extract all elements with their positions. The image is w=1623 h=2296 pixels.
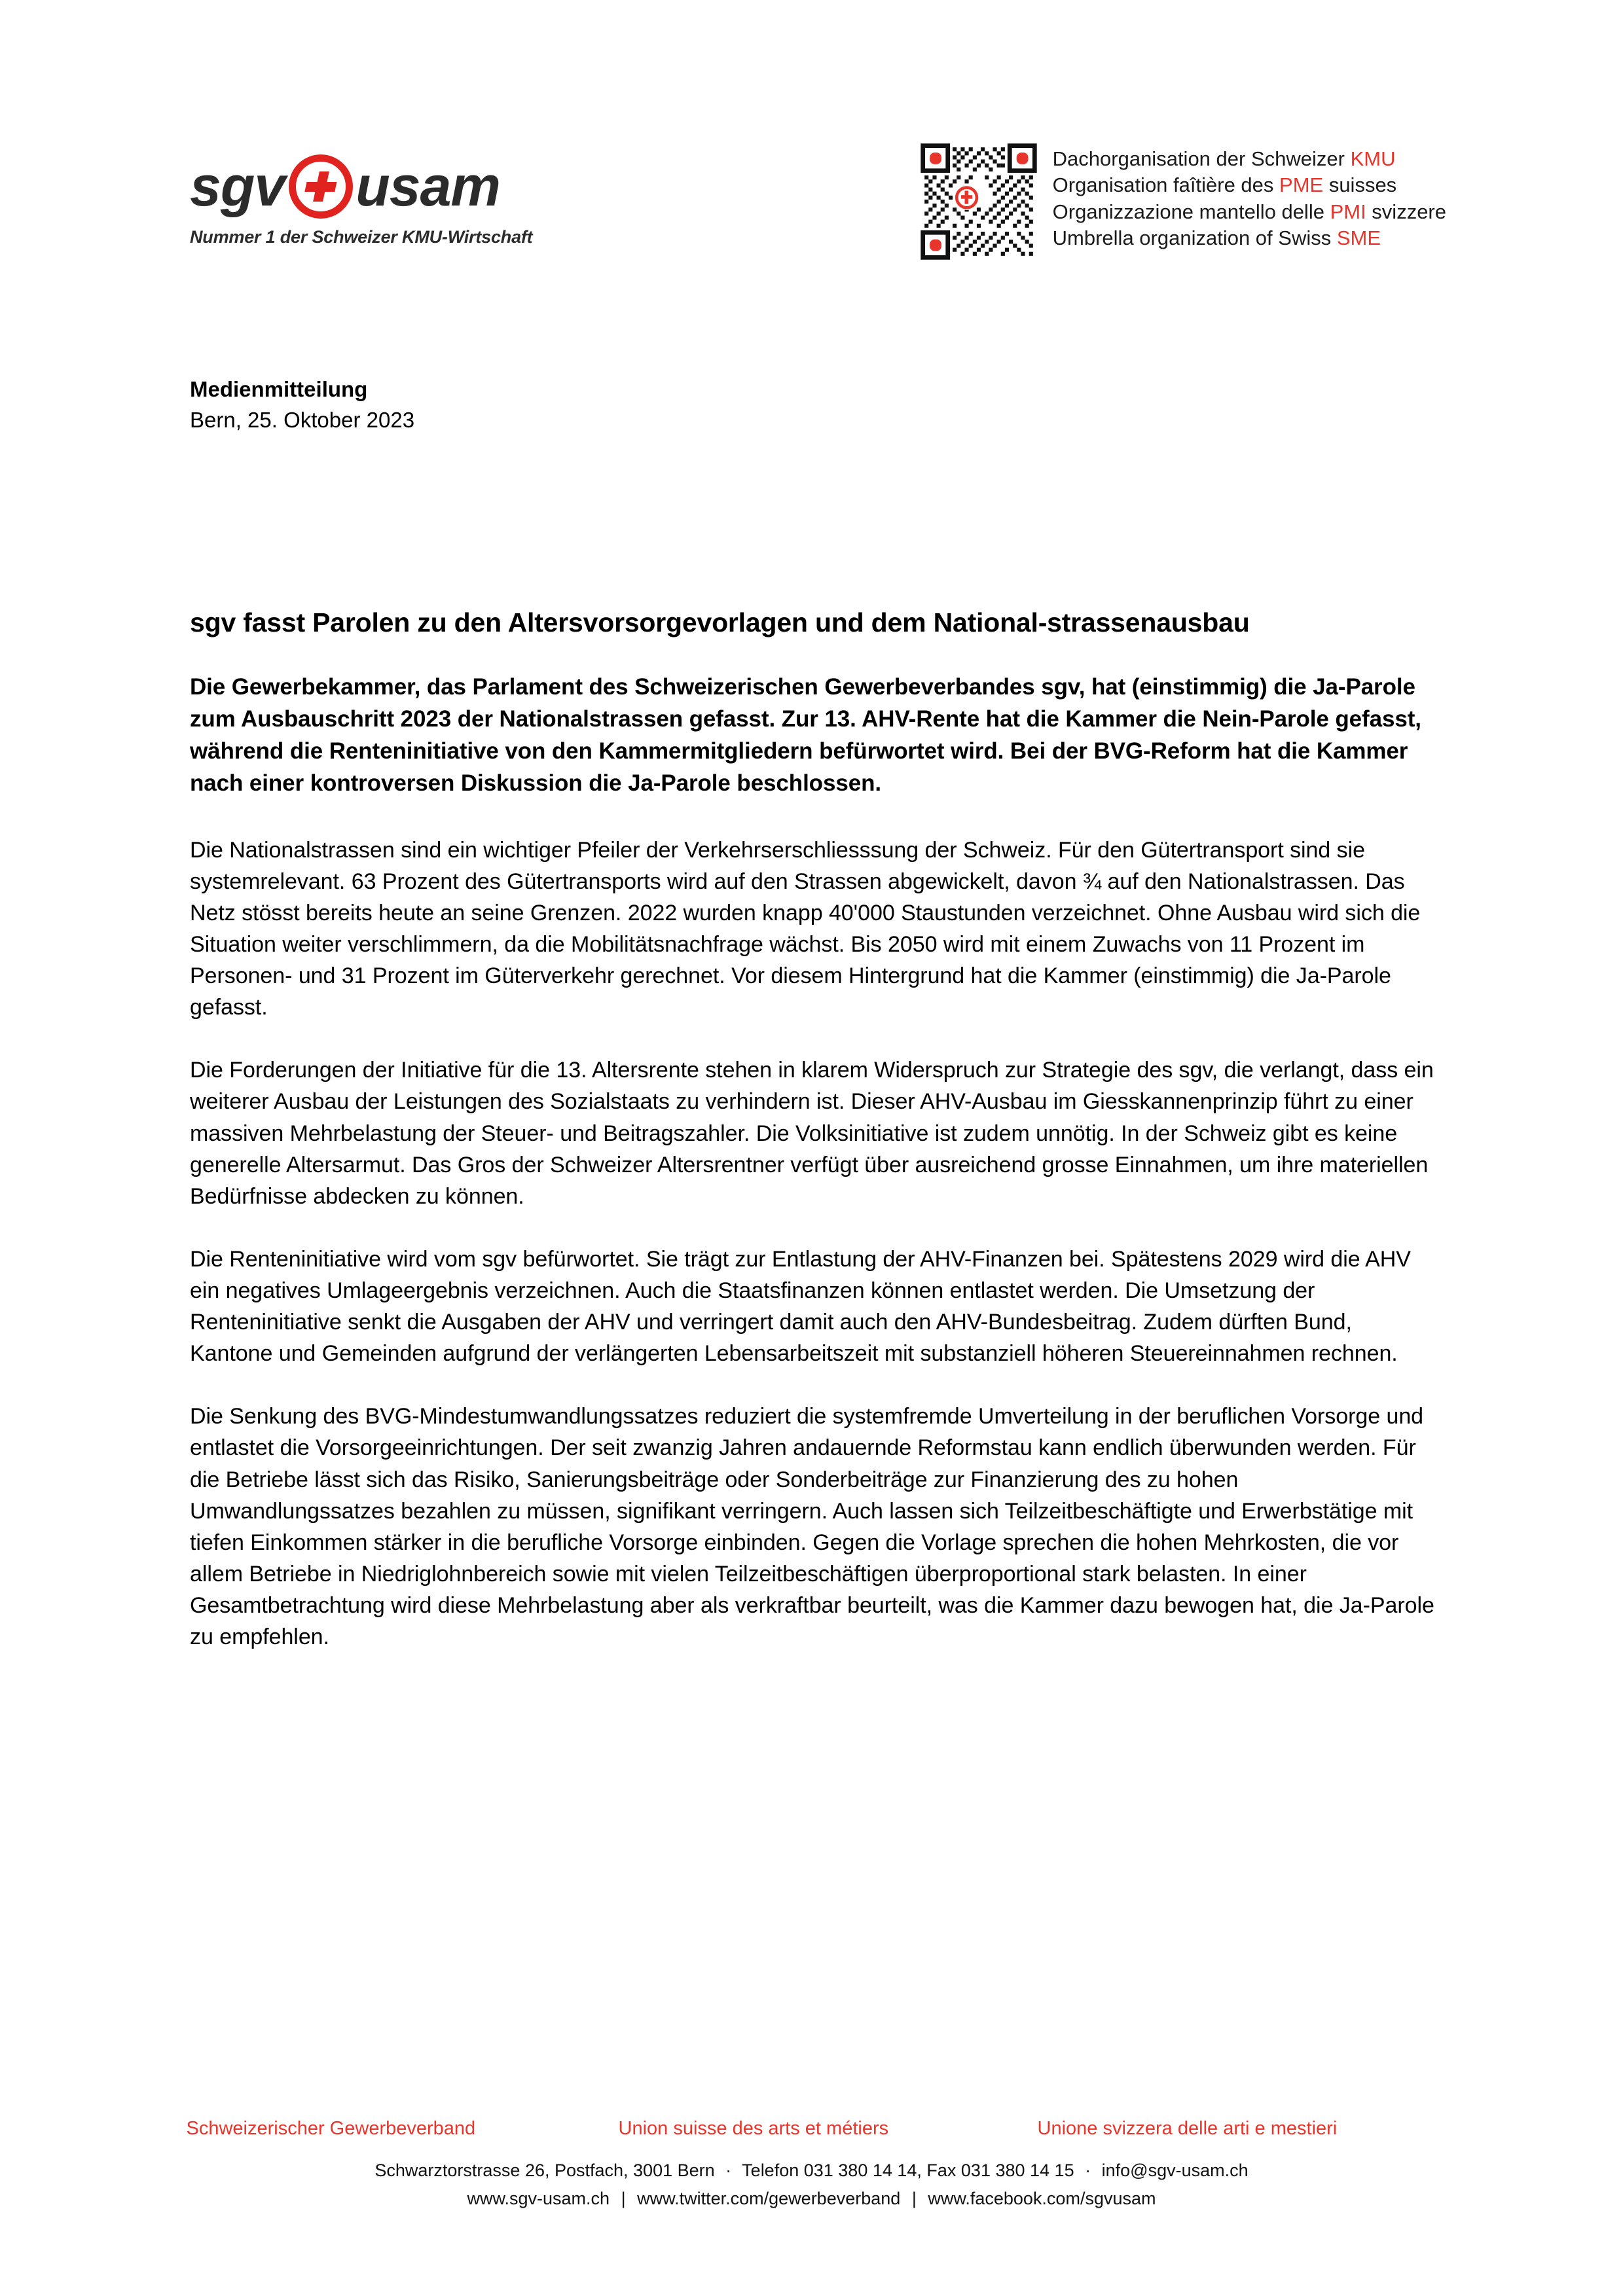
claim-de: Dachorganisation der Schweizer KMU — [1052, 147, 1396, 170]
claim-it: Organizzazione mantello delle PMI svizzere — [1052, 200, 1446, 223]
footer-email-link[interactable]: info@sgv-usam.ch — [1101, 2160, 1249, 2180]
claim-en: Umbrella organization of Swiss SME — [1052, 226, 1381, 249]
qr-code-icon — [921, 143, 1037, 260]
logo-word-usam: usam — [356, 155, 500, 218]
footer-website-link[interactable]: www.sgv-usam.ch — [467, 2189, 610, 2209]
place-and-date: Bern, 25. Oktober 2023 — [190, 407, 415, 432]
sgv-usam-logo — [190, 141, 556, 247]
document-type: Medienmitteilung — [190, 377, 368, 401]
footer-pipe-2: | — [911, 2189, 917, 2209]
body-paragraph-1: Die Nationalstrassen sind ein wichtiger Pfeiler der Verkehrserschliesssung der Schweiz. Für den Gütertransport sind sie systemrelevant. 63 Prozent des Gütertransports wird auf den Strassen abgewickelt, davon ¾ auf den Nationalstrassen. Das Netz stösst bereits heute an seine Grenzen. 2022 wurden knapp 40'000 Staustunden verzeichnet. Ohne Ausbau wird sich die Situation weiter verschlimmern, da die Mobilitätsnachfrage wächst. Bis 2050 wird mit einem Zuwachs von 11 Prozent im Personen- und 31 Prozent im Güterverkehr gerechnet. Vor diesem Hintergrund hat die Kammer (einstimmig) die Ja-Parole gefasst. — [190, 837, 1421, 1020]
page-header — [190, 141, 1446, 272]
body-paragraph-2: Die Forderungen der Initiative für die 13. Altersrente stehen in klarem Widerspruch zur Strategie des sgv, die verlangt, dass ein weiterer Ausbau der Leistungen des Sozialstaats zu verhindern ist. Dieser AHV-Ausbau im Giesskannenprinzip führt zu einer massiven Mehrbelastung der Steuer- und Beitragszahler. Die Volksinitiative ist zudem unnötig. In der Schweiz gibt es keine generelle Altersarmut. Das Gros der Schweizer Altersrentner verfügt über ausreichend grosse Einnahmen, um ihre materiellen Bedürfnisse abdecken zu können. — [190, 1058, 1434, 1209]
document-content — [190, 605, 1437, 1653]
document-meta — [190, 374, 414, 436]
footer-address: Schwarztorstrasse 26, Postfach, 3001 Bern — [374, 2160, 715, 2180]
footer-separator-1: · — [725, 2160, 732, 2180]
claim-fr: Organisation faîtière des PME suisses — [1052, 173, 1397, 197]
footer-links-line — [0, 2185, 1623, 2214]
logo-wordmark — [190, 155, 556, 218]
footer-facebook-link[interactable]: www.facebook.com/sgvusam — [928, 2189, 1156, 2209]
lead-paragraph: Die Gewerbekammer, das Parlament des Schweizerischen Gewerbeverbandes sgv, hat (einstimmig) die Ja-Parole zum Ausbauschritt 2023 der Nationalstrassen gefasst. Zur 13. AHV-Rente hat die Kammer die Nein-Parole gefasst, während die Renteninitiative von den Kammermitgliedern befürwortet wird. Bei der BVG-Reform hat die Kammer nach einer kontroversen Diskussion die Ja-Parole beschlossen. — [190, 673, 1421, 796]
footer-org-fr: Union suisse des arts et métiers — [618, 2117, 889, 2139]
umbrella-claim-block — [921, 141, 1446, 260]
footer-org-de: Schweizerischer Gewerbeverband — [186, 2117, 476, 2139]
body-paragraph-4: Die Senkung des BVG-Mindestumwandlungssatzes reduziert die systemfremde Umverteilung in der beruflichen Vorsorge und entlastet die Vorsorgeeinrichtungen. Der seit zwanzig Jahren andauernde Reformstau kann endlich überwunden werden. Für die Betriebe lässt sich das Risiko, Sanierungsbeiträge oder Sonderbeiträge zur Finanzierung des zu hohen Umwandlungssatzes bezahlen zu müssen, signifikant verringern. Auch lassen sich Teilzeitbeschäftigte und Erwerbstätige mit tiefen Einkommen stärker in die berufliche Vorsorge einbinden. Gegen die Vorlage sprechen die hohen Mehrkosten, die vor allem Betriebe in Niedriglohnbereich sowie mit vielen Teilzeitbeschäftigen überproportional stark belasten. In einer Gesamtbetrachtung wird diese Mehrbelastung aber als verkraftbar beurteilt, was die Kammer dazu bewogen hat, die Ja-Parole zu empfehlen. — [190, 1404, 1434, 1650]
body-paragraph-3: Die Renteninitiative wird vom sgv befürwortet. Sie trägt zur Entlastung der AHV-Finanzen bei. Spätestens 2029 wird die AHV ein negatives Umlageergebnis verzeichnen. Auch die Staatsfinanzen können entlastet werden. Die Umsetzung der Renteninitiative senkt die Ausgaben der AHV und verringert damit auch den AHV-Bundesbeitrag. Zudem dürften Bund, Kantone und Gemeinden aufgrund der verlängerten Lebensarbeitszeit mit substanziell höheren Steuereinnahmen rechnen. — [190, 1246, 1411, 1367]
footer-organization-names — [0, 2118, 1623, 2140]
page-title: sgv fasst Parolen zu den Altersvorsorgevorlagen und dem National-strassenausbau — [190, 607, 1250, 637]
logo-tagline: Nummer 1 der Schweizer KMU-Wirtschaft — [190, 227, 533, 247]
page-footer — [0, 2118, 1623, 2214]
umbrella-claims — [1053, 143, 1446, 251]
logo-word-sgv: sgv — [190, 155, 285, 218]
footer-org-it: Unione svizzera delle arti e mestieri — [1037, 2117, 1338, 2139]
footer-phone: Telefon 031 380 14 14, Fax 031 380 14 15 — [742, 2160, 1074, 2180]
footer-contact-line — [0, 2157, 1623, 2185]
footer-separator-2: · — [1085, 2160, 1091, 2180]
swiss-cross-roundel-icon — [289, 154, 353, 219]
footer-twitter-link[interactable]: www.twitter.com/gewerbeverband — [637, 2189, 901, 2209]
footer-pipe-1: | — [621, 2189, 626, 2209]
